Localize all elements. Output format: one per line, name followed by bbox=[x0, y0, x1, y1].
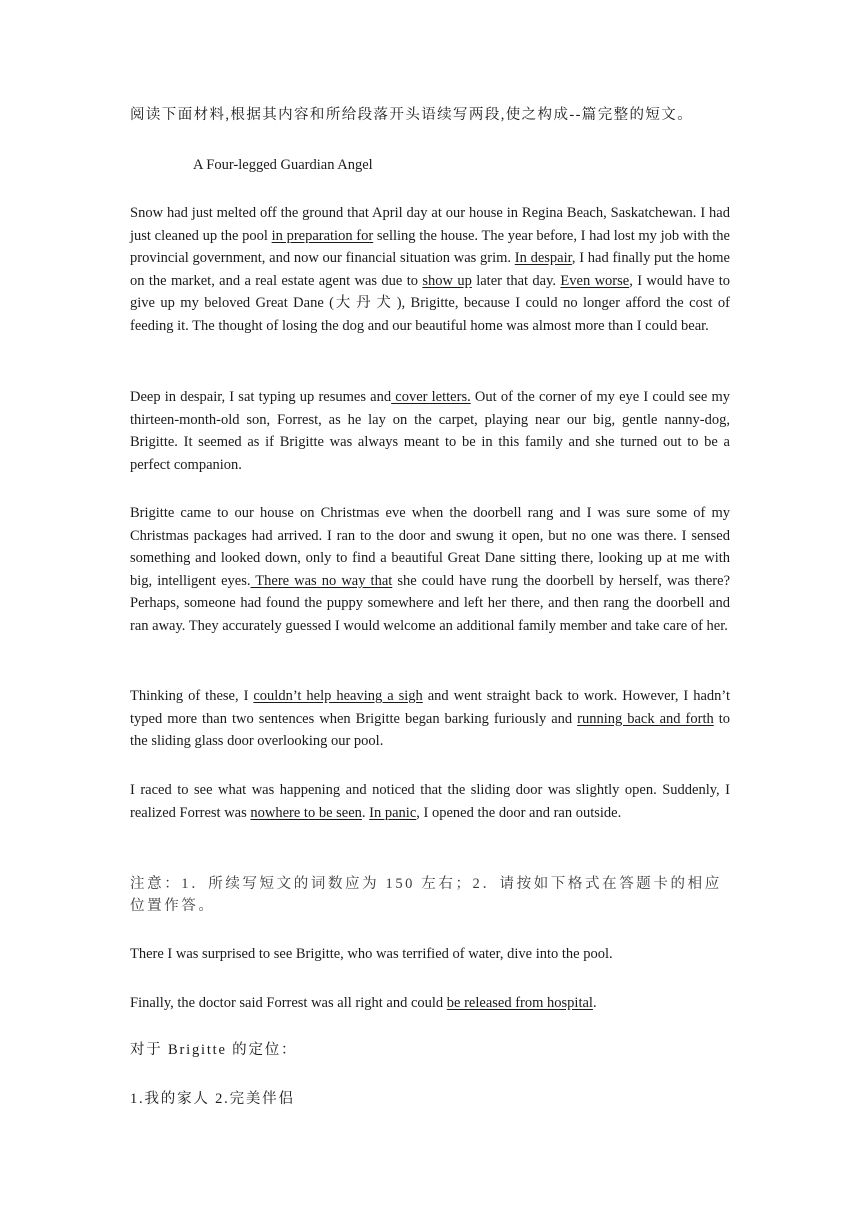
writing-note: 注意：1．所续写短文的词数应为 150 左右；2．请按如下格式在答题卡的相应位置作答。 bbox=[130, 876, 722, 914]
underlined-phrase: In despair bbox=[514, 250, 572, 267]
p3-text: Brigitte came to our house on Christmas eve when the doorbell rang and I was sure some of my Christmas packages had arrived. I ran to the door and swung it open, but no one was there. I sensed something and looked down, only to find a beautiful Great Dane sitting there, looking up at me with big, intelligent eyes. bbox=[130, 505, 730, 589]
p4-text: to the sliding glass door overlooking our pool. bbox=[130, 710, 731, 750]
paragraph-2 bbox=[130, 386, 730, 476]
positioning-list: 1.我的家人 2.完美伴侣 bbox=[130, 1091, 295, 1107]
passage-title: A Four-legged Guardian Angel bbox=[193, 157, 373, 173]
p1-text: , I had finally put the home on the market, and a real estate agent was due to bbox=[130, 250, 730, 289]
underlined-phrase: running back and forth bbox=[577, 710, 714, 727]
p5-text: . bbox=[361, 804, 370, 821]
paragraph-start-1: There I was surprised to see Brigitte, who was terrified of water, dive into the pool. bbox=[130, 946, 613, 962]
paragraph-3 bbox=[130, 502, 730, 638]
p5-text: , I opened the door and ran outside. bbox=[416, 804, 622, 821]
underlined-phrase: show up bbox=[422, 272, 472, 289]
start2-text: Finally, the doctor said Forrest was all right and could bbox=[130, 995, 447, 1011]
p2-text: Deep in despair, I sat typing up resumes and bbox=[130, 389, 392, 405]
p1-text: selling the house. The year before, I had lost my job with the provincial government, and now our financial situation was grim. bbox=[130, 227, 730, 267]
p1-text: ), Brigitte, because I could no longer afford the cost of feeding it. The thought of losing the dog and our beautiful home was almost more than I could bear. bbox=[130, 295, 731, 334]
p5-text: I raced to see what was happening and noticed that the sliding door was slightly open. Suddenly, I realized Forrest was bbox=[130, 782, 730, 821]
underlined-phrase: There was no way that bbox=[250, 572, 393, 589]
instruction-text: 阅读下面材料,根据其内容和所给段落开头语续写两段,使之构成--篇完整的短文。 bbox=[130, 107, 694, 123]
underlined-phrase: nowhere to be seen bbox=[250, 804, 362, 821]
paragraph-1 bbox=[130, 202, 730, 338]
chinese-gloss: 大丹犬 bbox=[334, 295, 397, 312]
p1-text: later that day. bbox=[471, 272, 561, 289]
p1-text: Snow had just melted off the ground that April day at our house in Regina Beach, Saskatchewan. I had just cleaned up the pool bbox=[130, 205, 730, 244]
underlined-phrase: In panic bbox=[369, 804, 417, 821]
p4-text: Thinking of these, I bbox=[130, 688, 254, 704]
paragraph-start-2 bbox=[130, 992, 730, 1015]
underlined-phrase: be released from hospital bbox=[446, 995, 593, 1011]
underlined-phrase: in preparation for bbox=[271, 227, 374, 244]
p2-text: Out of the corner of my eye I could see my thirteen-month-old son, Forrest, as he lay on the carpet, playing near our big, gentle nanny-dog, Brigitte. It seemed as if Brigitte was always meant to be in this family and she turned out to be a perfect companion. bbox=[130, 389, 730, 473]
p1-text: , I would have to give up my beloved Great Dane ( bbox=[130, 272, 731, 312]
underlined-phrase: cover letters. bbox=[391, 389, 471, 405]
underlined-phrase: couldn’t help heaving a sigh bbox=[253, 688, 423, 704]
underlined-phrase: Even worse bbox=[560, 272, 630, 289]
brigitte-positioning-label: 对于 Brigitte 的定位： bbox=[130, 1042, 298, 1058]
start2-text: . bbox=[592, 995, 597, 1011]
p3-text: she could have rung the doorbell by herself, was there? Perhaps, someone had found the puppy somewhere and left her there, and then rang the doorbell and ran away. They accurately guessed I would welcome an additional family member and take care of her. bbox=[130, 572, 730, 634]
paragraph-4 bbox=[130, 685, 730, 753]
p4-text: and went straight back to work. However, I hadn’t typed more than two sentences when Brigitte began barking furiously and bbox=[130, 688, 730, 727]
paragraph-5 bbox=[130, 779, 730, 824]
